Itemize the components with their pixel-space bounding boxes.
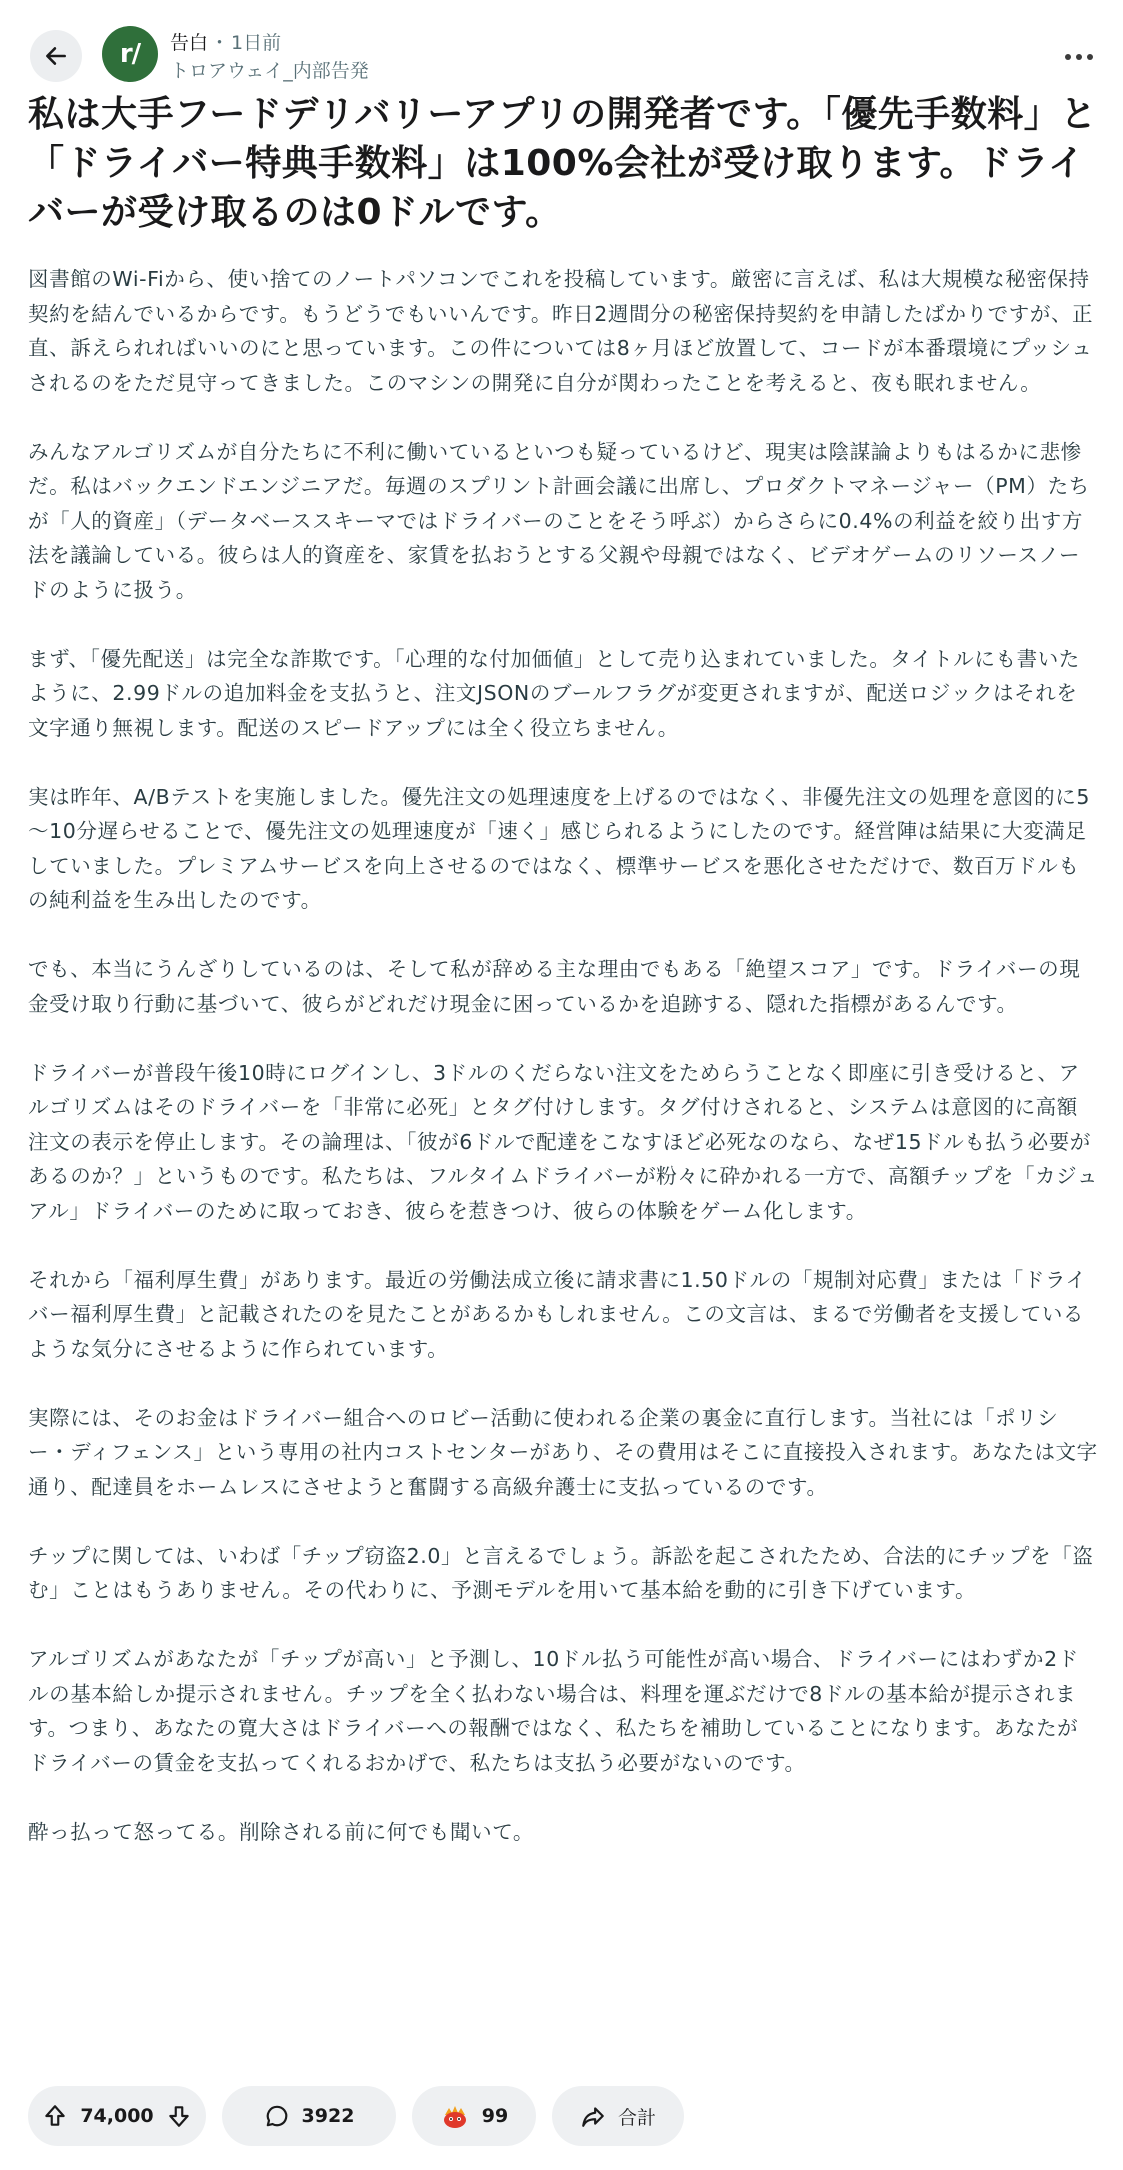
body-paragraph: チップに関しては、いわば「チップ窃盗2.0」と言えるでしょう。訴訟を起こされたため、合法的にチップを「盗む」ことはもうありません。その代わりに、予測モデルを用いて基本給を動的に引き下げています。 <box>28 1543 1094 1602</box>
comment-count: 3922 <box>301 2105 355 2127</box>
body-paragraph: 実は昨年、A/Bテストを実施しました。優先注文の処理速度を上げるのではなく、非優先注文の処理を意図的に5～10分遅らせることで、優先注文の処理速度が「速く」感じられるようにしたのです。経営陣は結果に大変満足していました。プレミアムサービスを向上させるのではなく、標準サービスを悪化させただけで、数百万ドルもの純利益を生み出したのです。 <box>28 784 1091 912</box>
post-title: 私は大手フードデリバリーアプリの開発者です。「優先手数料」と「ドライバー特典手数料」は100%会社が受け取ります。ドライバーが受け取るのは0ドルです。 <box>28 94 1097 233</box>
post-meta <box>170 28 281 55</box>
award-button[interactable] <box>412 2086 536 2146</box>
share-button[interactable] <box>552 2086 684 2146</box>
post-time: 1日前 <box>231 32 282 54</box>
body-paragraph: 酔っ払って怒ってる。削除される前に何でも聞いて。 <box>28 1819 534 1844</box>
upvote-icon[interactable] <box>42 2103 68 2129</box>
vote-count: 74,000 <box>80 2105 154 2127</box>
body-paragraph: 実際には、そのお金はドライバー組合へのロビー活動に使われる企業の裏金に直行します。当社には「ポリシー・ディフェンス」という専用の社内コストセンターがあり、その費用はそこに直接投入されます。あなたは文字通り、配達員をホームレスにさせようと奮闘する高級弁護士に支払っているのです。 <box>28 1405 1098 1499</box>
award-count: 99 <box>481 2105 509 2127</box>
body-paragraph: みんなアルゴリズムが自分たちに不利に働いているといつも疑っているけど、現実は陰謀論よりもはるかに悲惨だ。私はバックエンドエンジニアだ。毎週のスプリント計画会議に出席し、プロダクトマネージャー（PM）たちが「人的資産」（データベーススキーマではドライバーのことをそう呼ぶ）からさらに0.4%の利益を絞り出す方法を議論している。彼らは人的資産を、家賃を払おうとする父親や母親ではなく、ビデオゲームのリソースノードのように扱う。 <box>28 439 1090 602</box>
body-paragraph: ドライバーが普段午後10時にログインし、3ドルのくだらない注文をためらうことなく即座に引き受けると、アルゴリズムはそのドライバーを「非常に必死」とタグ付けします。タグ付けされると、システムは意図的に高額注文の表示を停止します。その論理は、「彼が6ドルで配達をこなすほど必死なのなら、なぜ15ドルも払う必要があるのか？」というものです。私たちは、フルタイムドライバーが粉々に砕かれる一方で、高額チップを「カジュアル」ドライバーのために取っておき、彼らを惹きつけ、彼らの体験をゲーム化します。 <box>28 1060 1098 1223</box>
post-header <box>0 0 1123 100</box>
post-body <box>28 262 1098 1884</box>
comments-button[interactable] <box>222 2086 396 2146</box>
share-label: 合計 <box>617 2106 656 2129</box>
award-icon <box>440 2101 470 2131</box>
body-paragraph: 図書館のWi-Fiから、使い捨てのノートパソコンでこれを投稿しています。厳密に言えば、私は大規模な秘密保持契約を結んでいるからです。もうどうでもいいんです。昨日2週間分の秘密保持契約を申請したばかりですが、正直、訴えられればいいのにと思っています。この件については8ヶ月ほど放置して、コードが本番環境にプッシュされるのをただ見守ってきました。このマシンの開発に自分が関わったことを考えると、夜も眠れません。 <box>28 267 1094 395</box>
body-paragraph: まず、「優先配送」は完全な詐欺です。「心理的な付加価値」として売り込まれていました。タイトルにも書いたように、2.99ドルの追加料金を支払うと、注文JSONのブールフラグが変更されますが、配送ロジックはそれを文字通り無視します。配送のスピードアップには全く役立ちません。 <box>28 646 1080 740</box>
subreddit-name[interactable]: 告白 <box>170 32 209 54</box>
subreddit-avatar[interactable]: r/ <box>102 26 158 82</box>
action-bar <box>28 2086 684 2146</box>
body-paragraph: アルゴリズムがあなたが「チップが高い」と予測し、10ドル払う可能性が高い場合、ドライバーにはわずか2ドルの基本給しか提示されません。チップを全く払わない場合は、料理を運ぶだけで8ドルの基本給が提示されます。つまり、あなたの寛大さはドライバーへの報酬ではなく、私たちを補助していることになります。あなたがドライバーの賃金を支払ってくれるおかげで、私たちは支払う必要がないのです。 <box>28 1647 1079 1775</box>
body-paragraph: でも、本当にうんざりしているのは、そして私が辞める主な理由でもある「絶望スコア」です。ドライバーの現金受け取り行動に基づいて、彼らがどれだけ現金に困っているかを追跡する、隠れた指標があるんです。 <box>28 957 1081 1016</box>
vote-pill <box>28 2086 206 2146</box>
body-paragraph: それから「福利厚生費」があります。最近の労働法成立後に請求書に1.50ドルの「規制対応費」または「ドライバー福利厚生費」と記載されたのを見たことがあるかもしれません。この文言は、まるで労働者を支援しているような気分にさせるように作られています。 <box>28 1267 1087 1361</box>
comment-icon <box>264 2103 290 2129</box>
downvote-icon[interactable] <box>166 2103 192 2129</box>
share-icon <box>580 2103 606 2129</box>
meta-separator: ・ <box>210 32 230 54</box>
back-button[interactable] <box>30 30 82 82</box>
author-name[interactable]: トロアウェイ_内部告発 <box>170 60 369 82</box>
more-options-icon[interactable] <box>1057 42 1101 72</box>
back-arrow-icon <box>43 43 69 69</box>
